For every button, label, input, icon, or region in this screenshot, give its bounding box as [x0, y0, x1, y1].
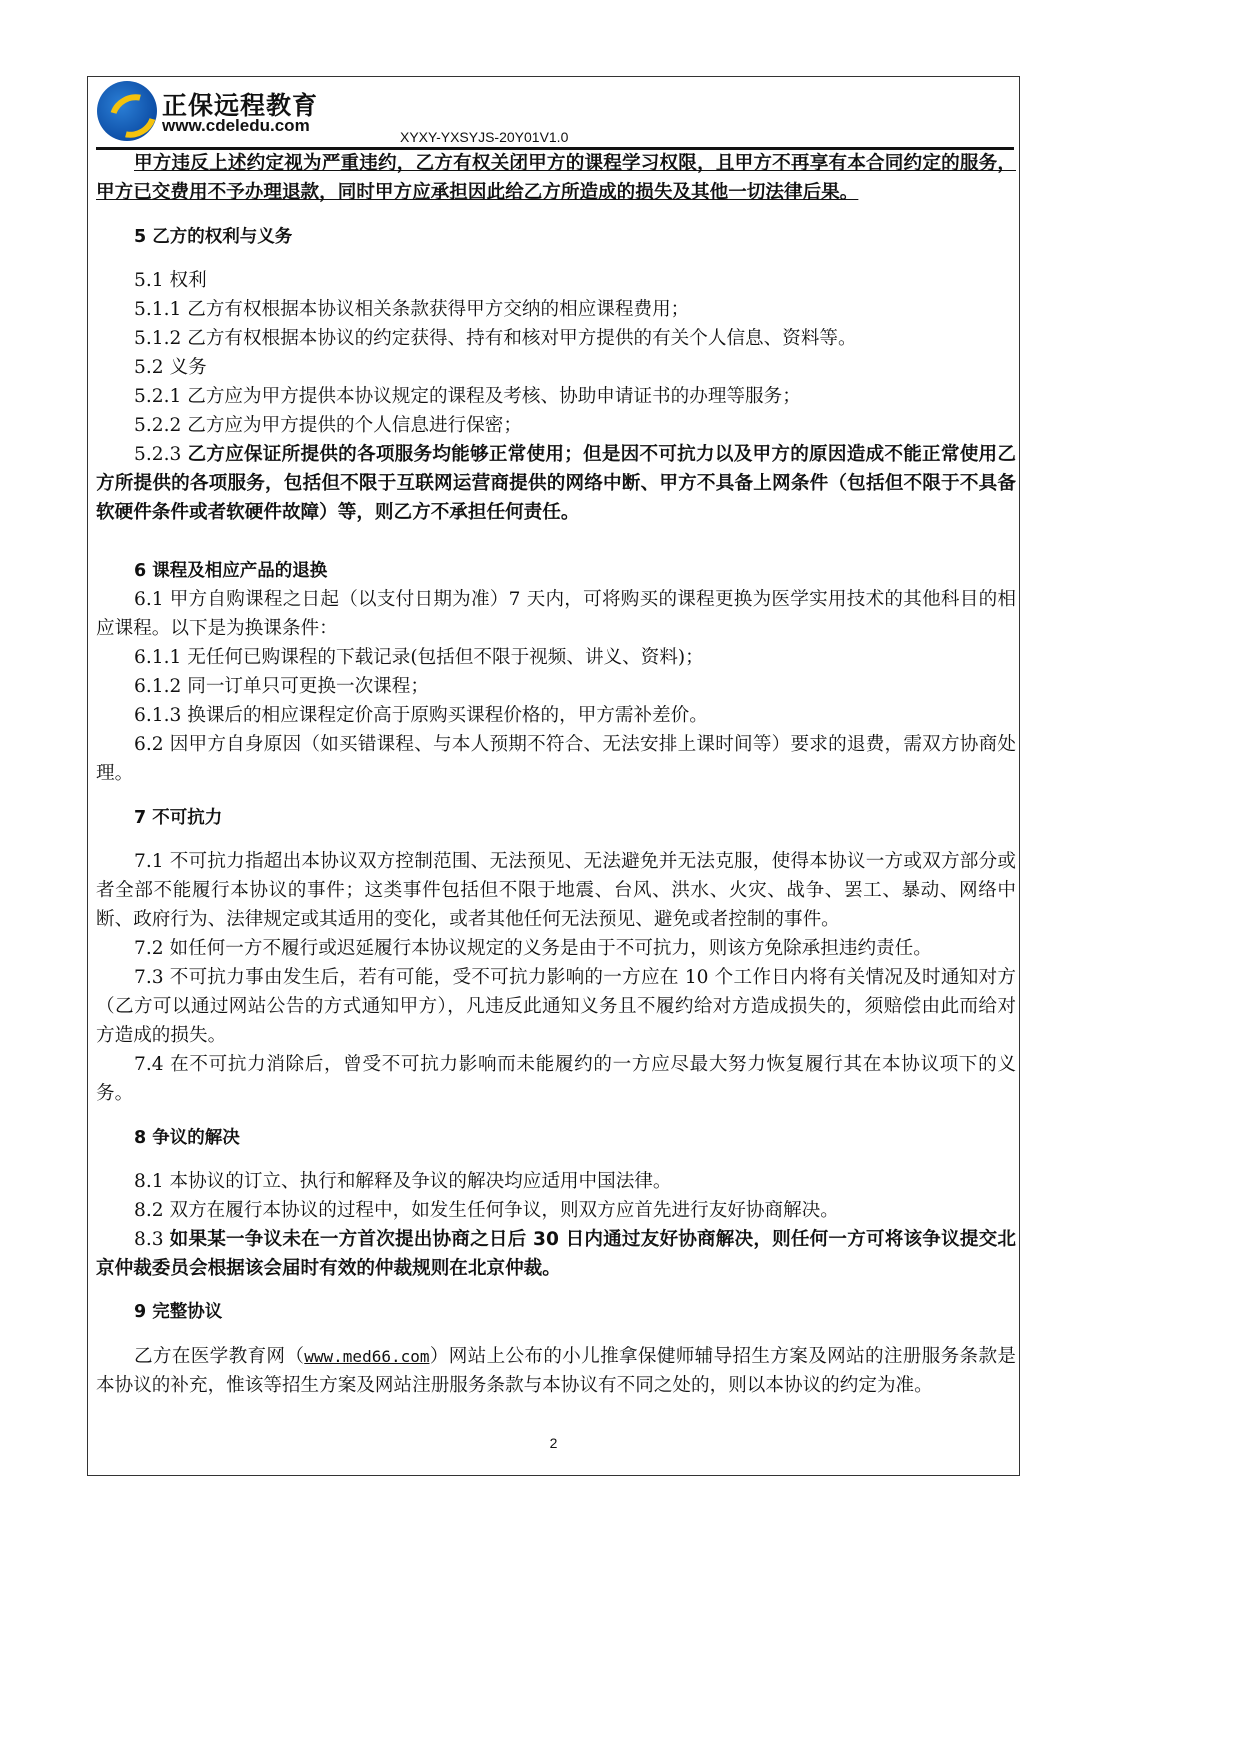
clause-7-2: 7.2 如任何一方不履行或迟延履行本协议规定的义务是由于不可抗力，则该方免除承担违约责任。: [134, 938, 932, 959]
clause-9-text: [96, 1342, 1016, 1400]
text-pre: 乙方在医学教育网（: [134, 1346, 305, 1367]
clause-7-1: 7.1 不可抗力指超出本协议双方控制范围、无法预见、无法避免并无法克服，使得本协议一方或双方部分或者全部不能履行本协议的事件；这类事件包括但不限于地震、台风、洪水、火灾、战争、罢工、暴动、网络中断、政府行为、法律规定或其适用的变化，或者其他任何无法预见、避免或者控制的事件。: [96, 851, 1016, 930]
brand-website: www.cdeledu.com: [162, 116, 310, 135]
section-6-title: 6 课程及相应产品的退换: [134, 561, 328, 581]
clause-5-2: 5.2 义务: [134, 357, 207, 378]
clause-number: 8.3: [134, 1229, 170, 1250]
section-7-title: 7 不可抗力: [134, 808, 223, 828]
intro-paragraph: 甲方违反上述约定视为严重违约，乙方有权关闭甲方的课程学习权限，且甲方不再享有本合同约定的服务，甲方已交费用不予办理退款，同时甲方应承担因此给乙方所造成的损失及其他一切法律后果。: [96, 153, 1016, 203]
clause-5-2-2: 5.2.2 乙方应为甲方提供的个人信息进行保密；: [134, 415, 522, 436]
clause-8-3: [96, 1225, 1016, 1283]
clause-5-2-1: 5.2.1 乙方应为甲方提供本协议规定的课程及考核、协助申请证书的办理等服务；: [134, 386, 801, 407]
clause-8-1: 8.1 本协议的订立、执行和解释及争议的解决均应适用中国法律。: [134, 1171, 672, 1192]
clause-text: 如果某一争议未在一方首次提出协商之日后 30 日内通过友好协商解决，则任何一方可将该争议提交北京仲裁委员会根据该会届时有效的仲裁规则在北京仲裁。: [96, 1229, 1017, 1279]
clause-5-1: 5.1 权利: [134, 270, 207, 291]
clause-7-4: 7.4 在不可抗力消除后，曾受不可抗力影响而未能履约的一方应尽最大努力恢复履行其在本协议项下的义务。: [96, 1054, 1016, 1104]
brand-name: 正保远程教育: [162, 91, 319, 120]
website-link[interactable]: www.med66.com: [304, 1347, 430, 1366]
clause-text: 乙方应保证所提供的各项服务均能够正常使用；但是因不可抗力以及甲方的原因造成不能正常使用乙方所提供的各项服务，包括但不限于互联网运营商提供的网络中断、甲方不具备上网条件（包括但不限于不具备软硬件条件或者软硬件故障）等，则乙方不承担任何责任。: [96, 444, 1016, 523]
clause-6-2: 6.2 因甲方自身原因（如买错课程、与本人预期不符合、无法安排上课时间等）要求的退费，需双方协商处理。: [96, 734, 1016, 784]
clause-6-1-3: 6.1.3 换课后的相应课程定价高于原购买课程价格的，甲方需补差价。: [134, 705, 708, 726]
section-9-title: 9 完整协议: [134, 1302, 223, 1322]
clause-number: 5.2.3: [134, 444, 188, 465]
clause-7-3: 7.3 不可抗力事由发生后，若有可能，受不可抗力影响的一方应在 10 个工作日内将有关情况及时通知对方（乙方可以通过网站公告的方式通知甲方），凡违反此通知义务且不履约给对方造成损失的，须赔偿由此而给对方造成的损失。: [96, 967, 1016, 1046]
company-logo: [97, 81, 157, 141]
clause-5-2-3: [96, 440, 1016, 527]
page-number: 2: [549, 1435, 558, 1451]
section-8-title: 8 争议的解决: [134, 1128, 240, 1148]
text-post: ）网站上公布的小儿推拿保健师辅导招生方案及网站的注册服务条款是本协议的补充，惟该等招生方案及网站注册服务条款与本协议有不同之处的，则以本协议的约定为准。: [96, 1346, 1016, 1396]
clause-5-1-2: 5.1.2 乙方有权根据本协议的约定获得、持有和核对甲方提供的有关个人信息、资料等。: [134, 328, 857, 349]
section-5-title: 5 乙方的权利与义务: [134, 227, 293, 247]
clause-6-1-2: 6.1.2 同一订单只可更换一次课程；: [134, 676, 429, 697]
document-code: XYXY-YXSYJS-20Y01V1.0: [400, 129, 569, 145]
clause-6-1: 6.1 甲方自购课程之日起（以支付日期为准）7 天内，可将购买的课程更换为医学实用技术的其他科目的相应课程。以下是为换课条件：: [96, 589, 1016, 639]
clause-5-1-1: 5.1.1 乙方有权根据本协议相关条款获得甲方交纳的相应课程费用；: [134, 299, 690, 320]
clause-6-1-1: 6.1.1 无任何已购课程的下载记录(包括但不限于视频、讲义、资料)；: [134, 647, 704, 668]
clause-8-2: 8.2 双方在履行本协议的过程中，如发生任何争议，则双方应首先进行友好协商解决。: [134, 1200, 839, 1221]
